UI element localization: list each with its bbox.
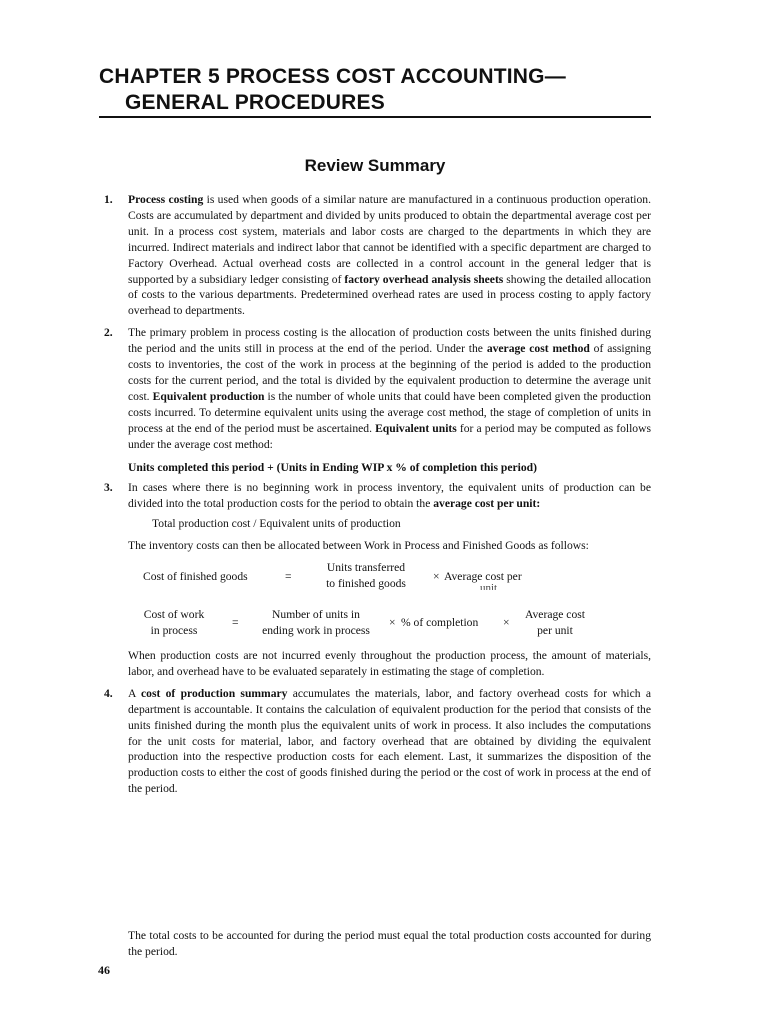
- item-2-text-a: The primary problem in process costing is the allocation of production costs between the units finished during the period and the units still in process at the end of the period. Under the: [128, 326, 651, 356]
- item-1-text-b: showing the detailed allocation of costs to the various departments. Predetermined overhead rates are used in process costing to apply factory overhead to departments.: [128, 272, 651, 318]
- summary-item-4: [104, 686, 651, 797]
- term-process-costing: Process costing: [128, 193, 204, 206]
- eq1-equals: =: [285, 570, 292, 584]
- item-1-text: [128, 192, 651, 319]
- eq2-right-bottom: per unit: [537, 624, 573, 638]
- eq1-times: ×: [433, 570, 440, 584]
- item-2-text-d: for a period may be computed as follows under the average cost method:: [128, 421, 651, 451]
- footer-paragraph: The total costs to be accounted for during the period must equal the total production costs accounted for during the period.: [128, 929, 651, 958]
- item-2-text: [128, 325, 651, 452]
- eq2-equals: =: [232, 616, 239, 630]
- item-number: 1.: [104, 193, 113, 206]
- title-rule: [99, 116, 651, 118]
- chapter-title-line1: CHAPTER 5 PROCESS COST ACCOUNTING—: [99, 65, 566, 88]
- term-average-cost-per-unit: average cost per unit:: [433, 497, 541, 511]
- summary-item-3: [104, 480, 651, 679]
- summary-item-2: [104, 325, 651, 475]
- eq2-mid-top: Number of units in: [272, 608, 360, 622]
- item-2-text-c: is the number of whole units that could have been completed given the production costs incurred. To determine equivalent units using the average cost method, the stage of completion of units in process at the end of the period must be ascertained.: [128, 389, 651, 435]
- eq2-pct: % of completion: [401, 616, 479, 630]
- chapter-title: [99, 64, 659, 116]
- item-4-text: [128, 686, 651, 797]
- summary-item-1: [104, 192, 651, 319]
- eq1-right-cut: unit: [480, 583, 498, 591]
- eq2-mid: [251, 607, 381, 639]
- eq1-units-transferred: [306, 560, 426, 592]
- eq1-top: Units transferred: [326, 561, 406, 575]
- item-2-text-b: of assigning costs to inventories, the cost of the work in process at the beginning of the period is added to the production costs for the current period, and the total is divided by the equivalent production to determine the average unit cost.: [128, 342, 651, 403]
- eq2-right: [514, 607, 596, 639]
- item-4-text-a: A: [128, 686, 142, 700]
- eq2-right-top: Average cost: [525, 608, 585, 622]
- eq1-right: Average cost per: [444, 570, 522, 584]
- term-average-cost-method: average cost method: [486, 342, 590, 356]
- chapter-title-line2: GENERAL PROCEDURES: [125, 91, 385, 114]
- page-number: 46: [98, 963, 110, 977]
- item-4-text-b: accumulates the materials, labor, and factory overhead costs for which a department is accountable. It contains the calculation of equivalent production for the period that consists of the units finished during the month plus the equivalent units of work in process. It also includes the computations for the unit costs for material, labor, and factory overhead that are obtained by dividing the equivalent production into the respective production costs for each element. Last, it summarizes the disposition of the production costs to either the cost of goods finished during the period or the cost of work in process at the end of the period.: [128, 686, 651, 796]
- eq2-left: [138, 607, 210, 639]
- item-3-allocation-text: The inventory costs can then be allocated between Work in Process and Finished Goods as follows:: [128, 539, 589, 553]
- term-equivalent-production: Equivalent production: [152, 389, 265, 403]
- item-3-text-a: In cases where there is no beginning work in process inventory, the equivalent units of production can be divided into the total production costs for the period to obtain the: [128, 481, 651, 511]
- item-number: 4.: [104, 686, 113, 700]
- item-number: 3.: [104, 481, 113, 495]
- eq2-mid-bottom: ending work in process: [262, 624, 370, 638]
- review-summary-list: [104, 192, 651, 797]
- item-3-text: [128, 480, 651, 512]
- work-in-process-equation: [128, 604, 651, 648]
- item-1-text-a: is used when goods of a similar nature are manufactured in a continuous production operation. Costs are accumulated by department and divided by units produced to obtain the departmental average cost per unit. In a process cost system, materials and labor costs are charged to the departments in which they are incurred. Indirect materials and indirect labor that cannot be identified with a specific department are charged to Factory Overhead. Actual overhead costs are collected in a control account in the general ledger that is supported by a subsidiary ledger consisting of: [128, 193, 651, 286]
- item-3-closing-text: When production costs are not incurred evenly throughout the production process, the amount of materials, labor, and overhead have to be evaluated separately in estimating the stage of completion.: [128, 649, 651, 678]
- finished-goods-equation: [128, 558, 651, 602]
- item-number: 2.: [104, 326, 113, 340]
- term-cost-of-production-summary: cost of production summary: [141, 686, 288, 700]
- eq2-times1: ×: [389, 616, 396, 630]
- term-factory-overhead-analysis-sheets: factory overhead analysis sheets: [344, 272, 504, 286]
- eq2-times2: ×: [503, 616, 510, 630]
- equivalent-units-formula: Units completed this period + (Units in Ending WIP x % of completion this period): [128, 460, 537, 474]
- eq1-left: Cost of finished goods: [143, 570, 248, 584]
- section-heading: Review Summary: [304, 156, 446, 175]
- term-equivalent-units: Equivalent units: [375, 421, 457, 435]
- eq2-left-top: Cost of work: [143, 608, 205, 622]
- average-cost-formula: Total production cost / Equivalent units of production: [152, 517, 401, 531]
- eq2-left-bottom: in process: [150, 624, 198, 638]
- eq1-bottom: to finished goods: [326, 577, 406, 591]
